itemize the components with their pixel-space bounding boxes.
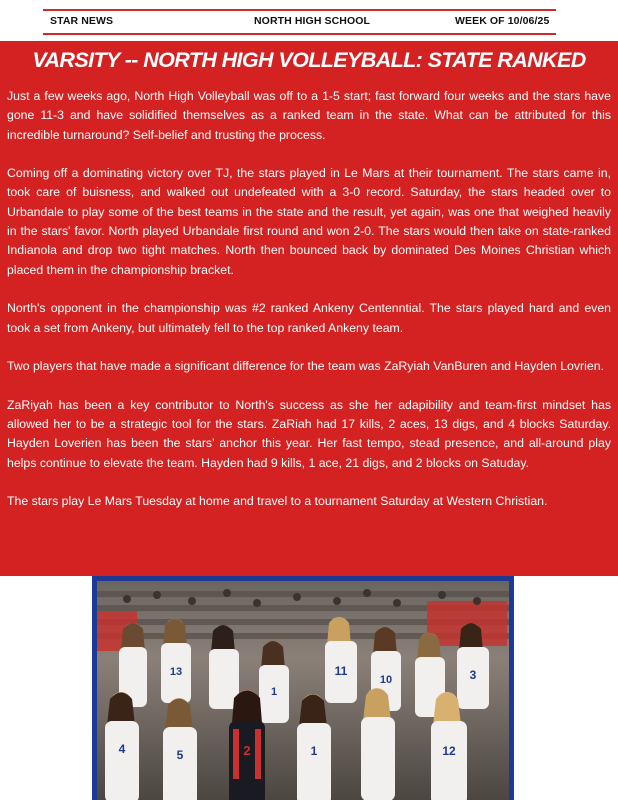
- jersey-number: 1: [310, 744, 318, 758]
- jersey-number: 2: [243, 743, 251, 758]
- article-paragraph: North's opponent in the championship was #2 ranked Ankeny Centenntial. The stars played hard and even took a set from Ankeny, but ultimately fell to the top ranked Ankeny team.: [7, 301, 611, 335]
- article-paragraph: Coming off a dominating victory over TJ, the stars played in Le Mars at their tournament. The stars came in, took care of buisness, and walked out undefeated with a 3-0 record. Saturday, the stars headed over to Urbandale to play some of the best teams in the state and the result, yet again, was one that weighed heavily in the stars' favor. North played Urbandale first round and won 2-0. The stars would then take on state-ranked Indianola and drop two tight matches. North then bounced back by dominated Des Moines Christian which placed them in the championship bracket.: [7, 166, 611, 277]
- article-paragraph: Two players that have made a significant difference for the team was ZaRyiah VanBuren and Hayden Lovrien.: [7, 359, 604, 374]
- article-body: [7, 87, 611, 531]
- jersey-number: 1: [270, 686, 278, 698]
- header-rule-bottom: [43, 33, 556, 35]
- jersey-number: 11: [334, 664, 348, 678]
- issue-date: WEEK OF 10/06/25: [455, 15, 550, 27]
- jersey-number: 13: [169, 666, 183, 678]
- jersey-number: 10: [379, 674, 393, 686]
- header-rule-top: [43, 9, 556, 11]
- school-name: NORTH HIGH SCHOOL: [254, 15, 371, 27]
- article-headline: VARSITY -- NORTH HIGH VOLLEYBALL: STATE RANKED: [32, 48, 586, 72]
- section-label: STAR NEWS: [50, 15, 114, 27]
- article-panel: [0, 41, 618, 576]
- article-paragraph: The stars play Le Mars Tuesday at home and travel to a tournament Saturday at Western Christian.: [7, 494, 548, 509]
- team-photo-image: [97, 581, 509, 800]
- jersey-number: 12: [442, 744, 456, 758]
- team-photo: [92, 576, 514, 800]
- jersey-number: 3: [469, 668, 477, 682]
- jersey-number: 4: [118, 742, 126, 756]
- article-paragraph: Just a few weeks ago, North High Volleyball was off to a 1-5 start; fast forward four weeks and the stars have gone 11-3 and have solidified themselves as a ranked team in the state. What can be attributed for this incredible turnaround? Self-belief and trusting the process.: [7, 89, 611, 142]
- article-paragraph: ZaRiyah has been a key contributor to North's success as she her adapibility and team-first mindset has allowed her to be a strategic tool for the stars. ZaRiah had 17 kills, 2 aces, 13 digs, and 4 blocks Saturday. Hayden Loverien has been the stars' anchor this year. Her fast tempo, stead presence, and all-around play helps continue to elevate the team. Hayden had 9 kills, 1 ace, 21 digs, and 2 blocks on Satuday.: [7, 397, 611, 470]
- jersey-number: 5: [176, 748, 184, 762]
